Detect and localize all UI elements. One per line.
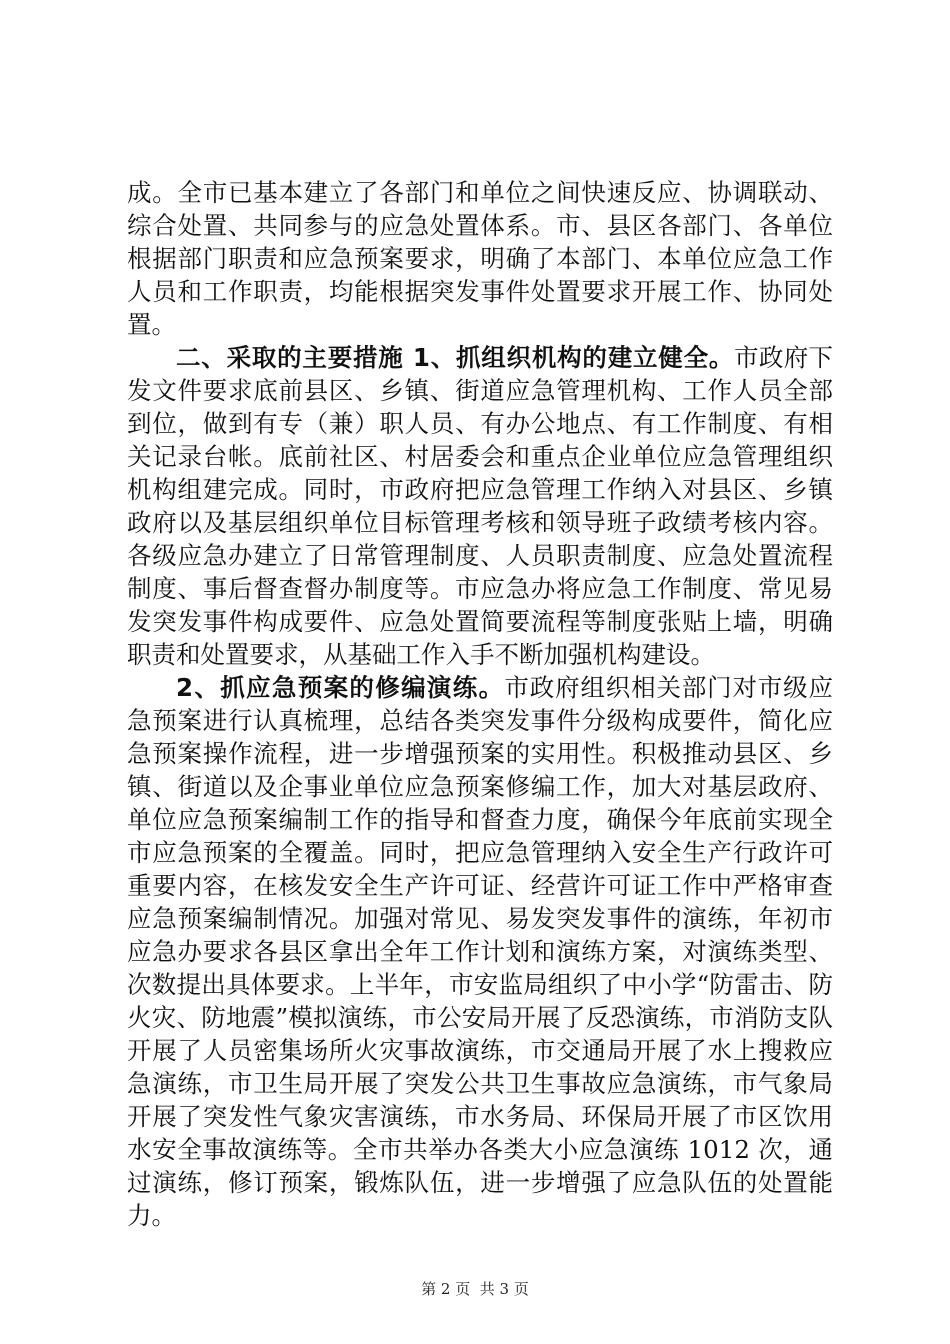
paragraph-2-text: 市政府下发文件要求底前县区、乡镇、街道应急管理机构、工作人员全部到位，做到有专（兼）职人员、有办公地点、有工作制度、有相关记录台帐。底前社区、村居委会和重点企业单位应急管理组织机构组建完成。同时，市政府把应急管理工作纳入对县区、乡镇政府以及基层组织单位目标管理考核和领导班子政绩考核内容。各级应急办建立了日常管理制度、人员职责制度、应急处置流程制度、事后督查督办制度等。市应急办将应急工作制度、常见易发突发事件构成要件、应急处置简要流程等制度张贴上墙，明确职责和处置要求，从基础工作入手不断加强机构建设。 bbox=[127, 343, 833, 669]
paragraph-continuation bbox=[127, 176, 833, 341]
page-number: 第 2 页 共 3 页 bbox=[421, 1280, 529, 1298]
paragraph-plans bbox=[127, 671, 833, 1232]
document-body bbox=[127, 176, 833, 1232]
section-heading-measures: 二、采取的主要措施 1、抓组织机构的建立健全。 bbox=[176, 343, 735, 372]
paragraph-3-text: 市政府组织相关部门对市级应急预案进行认真梳理，总结各类突发事件分级构成要件，简化应急预案操作流程，进一步增强预案的实用性。积极推动县区、乡镇、街道以及企事业单位应急预案修编工作，加大对基层政府、单位应急预案编制工作的指导和督查力度，确保今年底前实现全市应急预案的全覆盖。同时，把应急管理纳入安全生产行政许可重要内容，在核发安全生产许可证、经营许可证工作中严格审查应急预案编制情况。加强对常见、易发突发事件的演练，年初市应急办要求各县区拿出全年工作计划和演练方案，对演练类型、次数提出具体要求。上半年，市安监局组织了中小学“防雷击、防火灾、防地震”模拟演练，市公安局开展了反恐演练，市消防支队开展了人员密集场所火灾事故演练，市交通局开展了水上搜救应急演练，市卫生局开展了突发公共卫生事故应急演练，市气象局开展了突发性气象灾害演练，市水务局、环保局开展了市区饮用水安全事故演练等。全市共举办各类大小应急演练 1012 次，通过演练，修订预案，锻炼队伍，进一步增强了应急队伍的处置能力。 bbox=[127, 673, 834, 1230]
page-footer bbox=[0, 1278, 950, 1299]
section-heading-plans: 2、抓应急预案的修编演练。 bbox=[176, 673, 505, 702]
paragraph-1-text: 成。全市已基本建立了各部门和单位之间快速反应、协调联动、综合处置、共同参与的应急处置体系。市、县区各部门、各单位根据部门职责和应急预案要求，明确了本部门、本单位应急工作人员和工作职责，均能根据突发事件处置要求开展工作、协同处置。 bbox=[127, 178, 833, 339]
paragraph-measures bbox=[127, 341, 833, 671]
